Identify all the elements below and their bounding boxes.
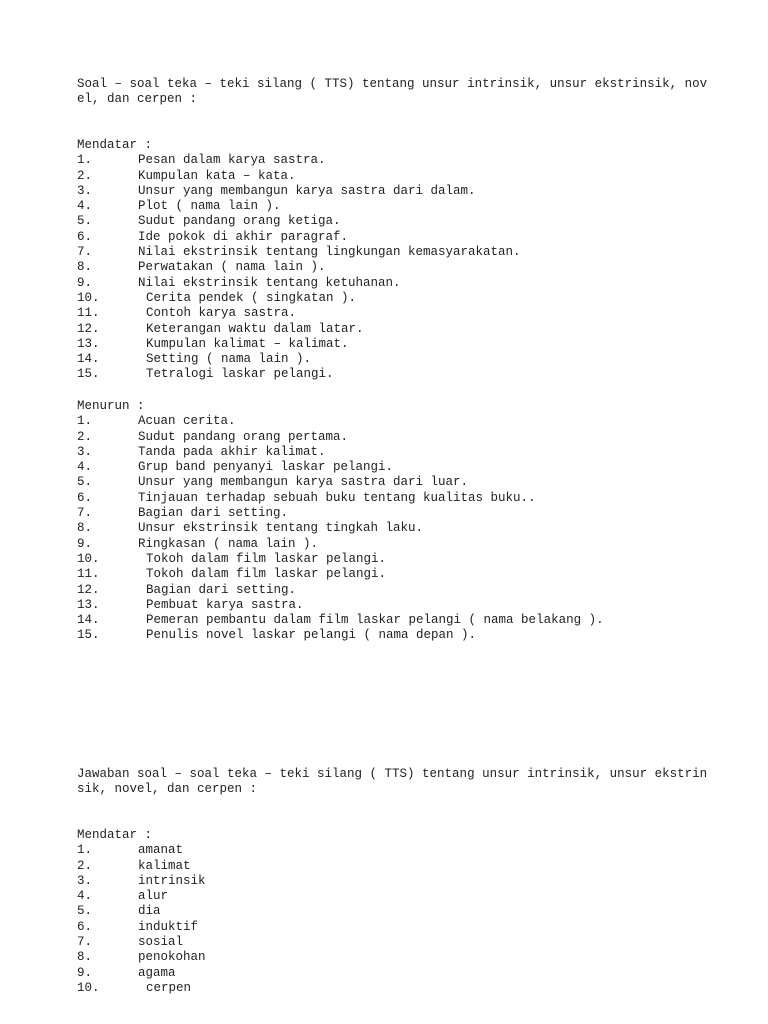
list-item: [77, 414, 737, 429]
question-title-line-2: el, dan cerpen :: [77, 92, 198, 107]
item-number: 5.: [77, 214, 93, 229]
item-number: 2.: [77, 168, 93, 183]
list-item: [77, 475, 737, 490]
list-item: [77, 260, 737, 275]
answer-title: [77, 767, 737, 798]
list-item: [77, 920, 737, 935]
list-item: [77, 491, 737, 506]
item-number: 11.: [77, 306, 100, 321]
list-item: [77, 843, 737, 858]
item-text: Keterangan waktu dalam latar.: [146, 321, 364, 336]
menurun-questions: [77, 399, 737, 644]
answer-mendatar-heading: Mendatar :: [77, 828, 153, 842]
list-item: [77, 567, 737, 582]
item-text: sosial: [138, 935, 184, 950]
item-number: 12.: [77, 582, 100, 597]
item-number: 13.: [77, 597, 100, 612]
item-text: Plot ( nama lain ).: [138, 199, 281, 214]
item-text: Unsur ekstrinsik tentang tingkah laku.: [138, 521, 424, 536]
item-text: Pemeran pembantu dalam film laskar pelangi ( nama belakang ).: [146, 613, 604, 628]
item-number: 11.: [77, 567, 100, 582]
item-number: 15.: [77, 628, 100, 643]
item-text: kalimat: [138, 858, 191, 873]
item-number: 4.: [77, 889, 93, 904]
list-item: [77, 245, 737, 260]
item-number: 3.: [77, 873, 93, 888]
item-number: 8.: [77, 521, 93, 536]
item-text: Penulis novel laskar pelangi ( nama depan ).: [146, 628, 477, 643]
item-text: Sudut pandang orang pertama.: [138, 429, 349, 444]
list-item: [77, 981, 737, 996]
list-item: [77, 966, 737, 981]
list-item: [77, 598, 737, 613]
list-item: [77, 950, 737, 965]
item-text: Bagian dari setting.: [146, 582, 297, 597]
item-text: agama: [138, 965, 176, 980]
item-number: 2.: [77, 858, 93, 873]
item-number: 10.: [77, 551, 100, 566]
mendatar-heading: Mendatar :: [77, 138, 153, 152]
item-text: Perwatakan ( nama lain ).: [138, 260, 326, 275]
item-text: penokohan: [138, 950, 206, 965]
item-text: Setting ( nama lain ).: [146, 352, 312, 367]
item-number: 4.: [77, 460, 93, 475]
item-number: 8.: [77, 260, 93, 275]
list-item: [77, 291, 737, 306]
list-item: [77, 337, 737, 352]
item-text: amanat: [138, 843, 184, 858]
list-item: [77, 460, 737, 475]
item-number: 3.: [77, 183, 93, 198]
item-text: Contoh karya sastra.: [146, 306, 297, 321]
question-title-line-1: Soal – soal teka – teki silang ( TTS) tentang unsur intrinsik, unsur ekstrinsik, nov: [77, 77, 708, 91]
item-number: 5.: [77, 904, 93, 919]
item-text: dia: [138, 904, 161, 919]
item-number: 6.: [77, 490, 93, 505]
item-number: 4.: [77, 199, 93, 214]
list-item: [77, 904, 737, 919]
list-item: [77, 169, 737, 184]
answer-title-line-1: Jawaban soal – soal teka – teki silang ( TTS) tentang unsur intrinsik, unsur ekstrin: [77, 767, 708, 781]
item-number: 1.: [77, 153, 93, 168]
item-text: Sudut pandang orang ketiga.: [138, 214, 341, 229]
item-text: Nilai ekstrinsik tentang lingkungan kemasyarakatan.: [138, 245, 521, 260]
item-number: 2.: [77, 429, 93, 444]
item-text: Tetralogi laskar pelangi.: [146, 367, 334, 382]
item-text: intrinsik: [138, 873, 206, 888]
list-item: [77, 276, 737, 291]
list-item: [77, 874, 737, 889]
answer-title-line-2: sik, novel, dan cerpen :: [77, 782, 258, 797]
mendatar-questions: [77, 138, 737, 383]
list-item: [77, 889, 737, 904]
item-text: Ide pokok di akhir paragraf.: [138, 229, 349, 244]
item-number: 1.: [77, 414, 93, 429]
list-item: [77, 184, 737, 199]
item-text: Pesan dalam karya sastra.: [138, 153, 326, 168]
list-item: [77, 628, 737, 643]
question-title: [77, 77, 737, 108]
list-item: [77, 153, 737, 168]
item-number: 5.: [77, 475, 93, 490]
item-text: Tinjauan terhadap sebuah buku tentang kualitas buku..: [138, 490, 536, 505]
item-text: Unsur yang membangun karya sastra dari luar.: [138, 475, 469, 490]
mendatar-answers: [77, 828, 737, 996]
item-number: 13.: [77, 336, 100, 351]
list-item: [77, 506, 737, 521]
list-item: [77, 613, 737, 628]
item-number: 3.: [77, 444, 93, 459]
item-number: 10.: [77, 290, 100, 305]
list-item: [77, 583, 737, 598]
item-number: 10.: [77, 980, 100, 995]
menurun-heading: Menurun :: [77, 399, 145, 413]
list-item: [77, 199, 737, 214]
item-number: 9.: [77, 275, 93, 290]
item-number: 15.: [77, 367, 100, 382]
list-item: [77, 552, 737, 567]
item-text: Cerita pendek ( singkatan ).: [146, 290, 357, 305]
item-text: Bagian dari setting.: [138, 506, 289, 521]
item-text: Kumpulan kata – kata.: [138, 168, 296, 183]
mendatar-question-list: [77, 153, 737, 382]
list-item: [77, 537, 737, 552]
list-item: [77, 352, 737, 367]
item-text: Pembuat karya sastra.: [146, 597, 304, 612]
item-number: 7.: [77, 506, 93, 521]
item-text: Tokoh dalam film laskar pelangi.: [146, 567, 387, 582]
menurun-question-list: [77, 414, 737, 643]
list-item: [77, 214, 737, 229]
list-item: [77, 322, 737, 337]
item-text: Nilai ekstrinsik tentang ketuhanan.: [138, 275, 401, 290]
item-number: 1.: [77, 843, 93, 858]
item-number: 12.: [77, 321, 100, 336]
item-text: Tokoh dalam film laskar pelangi.: [146, 551, 387, 566]
item-text: induktif: [138, 919, 199, 934]
item-number: 7.: [77, 245, 93, 260]
item-text: cerpen: [146, 980, 192, 995]
item-text: alur: [138, 889, 169, 904]
list-item: [77, 367, 737, 382]
item-number: 9.: [77, 536, 93, 551]
list-item: [77, 445, 737, 460]
list-item: [77, 859, 737, 874]
item-number: 8.: [77, 950, 93, 965]
item-number: 14.: [77, 613, 100, 628]
list-item: [77, 935, 737, 950]
item-text: Grup band penyanyi laskar pelangi.: [138, 460, 394, 475]
list-item: [77, 430, 737, 445]
item-text: Tanda pada akhir kalimat.: [138, 444, 326, 459]
item-text: Acuan cerita.: [138, 414, 236, 429]
item-number: 6.: [77, 919, 93, 934]
item-number: 9.: [77, 965, 93, 980]
item-number: 7.: [77, 935, 93, 950]
item-text: Ringkasan ( nama lain ).: [138, 536, 319, 551]
mendatar-answer-list: [77, 843, 737, 996]
item-number: 14.: [77, 352, 100, 367]
list-item: [77, 306, 737, 321]
item-text: Unsur yang membangun karya sastra dari dalam.: [138, 183, 476, 198]
item-text: Kumpulan kalimat – kalimat.: [146, 336, 349, 351]
item-number: 6.: [77, 229, 93, 244]
list-item: [77, 230, 737, 245]
list-item: [77, 521, 737, 536]
